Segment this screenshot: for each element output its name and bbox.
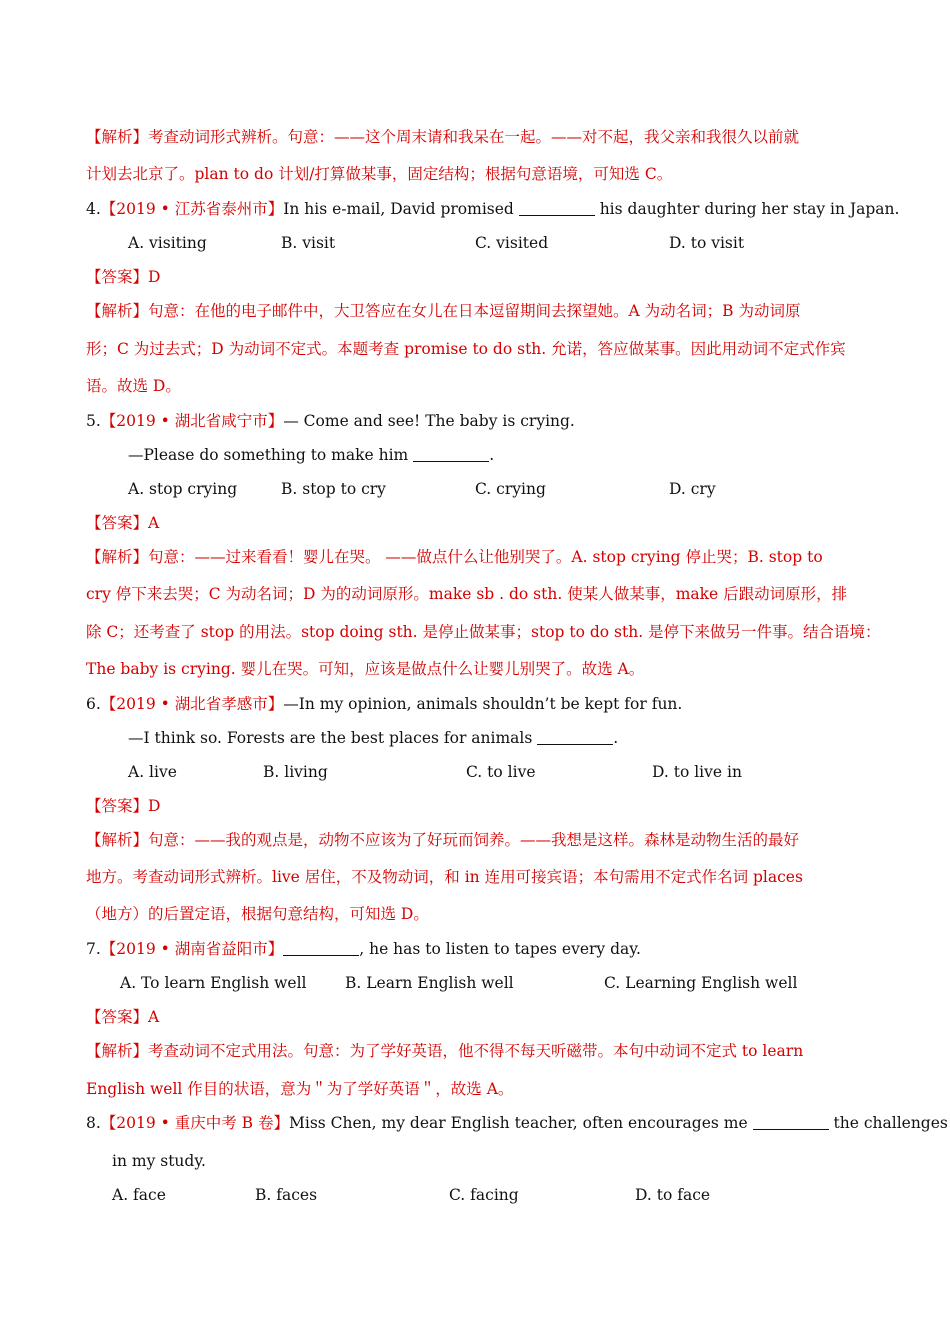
question-5-option-b: B. stop to cry [281, 480, 386, 498]
question-5-stem-line-2-before: —Please do something to make him [128, 446, 409, 464]
question-5-stem-line-1: — Come and see! The baby is crying. [283, 412, 575, 430]
question-8-option-b: B. faces [255, 1186, 318, 1204]
question-5-analysis-line-3: 除 C；还考查了 stop 的用法。stop doing sth. 是停止做某事；stop to do sth. 是停下来做另一件事。结合语境： [86, 623, 881, 641]
question-5-analysis-line-4: The baby is crying. 婴儿在哭。可知，应该是做点什么让婴儿别哭了。故选 A。 [86, 660, 645, 678]
intro-analysis-line-2: 计划去北京了。plan to do 计划/打算做某事，固定结构；根据句意语境，可知选 C。 [86, 165, 673, 183]
question-7-option-c: C. Learning English well [604, 974, 798, 992]
question-6-stem [86, 693, 682, 715]
question-6-answer: 【答案】D [86, 797, 161, 815]
question-7-blank [283, 939, 359, 956]
question-7-stem [86, 938, 641, 960]
question-5-analysis-line-1: 【解析】句意：——过来看看！婴儿在哭。 ——做点什么让他别哭了。A. stop crying 停止哭；B. stop to [86, 548, 823, 566]
question-5-answer: 【答案】A [86, 514, 160, 532]
question-5-stem-line-2 [128, 444, 494, 466]
question-5-number: 5. [86, 412, 101, 430]
question-8-option-d: D. to face [635, 1186, 711, 1204]
question-6-stem-line-2 [128, 727, 618, 749]
question-6-stem-line-1: —In my opinion, animals shouldn’t be kept for fun. [283, 695, 683, 713]
question-8-stem-before: Miss Chen, my dear English teacher, often encourages me [289, 1114, 748, 1132]
question-7-source: 【2019 • 湖南省益阳市】 [100, 940, 284, 958]
question-8-option-c: C. facing [449, 1186, 519, 1204]
question-4-option-d: D. to visit [669, 234, 745, 252]
question-6-stem-line-2-after: . [613, 729, 619, 747]
question-4-answer: 【答案】D [86, 268, 161, 286]
question-4-stem-before: In his e-mail, David promised [283, 200, 514, 218]
question-6-analysis-line-3: （地方）的后置定语，根据句意结构，可知选 D。 [86, 905, 429, 923]
question-6-option-c: C. to live [466, 763, 536, 781]
question-4-option-c: C. visited [475, 234, 549, 252]
question-8-source: 【2019 • 重庆中考 B 卷】 [100, 1114, 289, 1132]
question-6-analysis-line-2: 地方。考查动词形式辨析。live 居住，不及物动词，和 in 连用可接宾语；本句需用不定式作名词 places [86, 868, 803, 886]
question-6-number: 6. [86, 695, 101, 713]
question-7-number: 7. [86, 940, 101, 958]
question-5-stem-line-2-after: . [489, 446, 495, 464]
question-4-stem-after: his daughter during her stay in Japan. [599, 200, 900, 218]
question-4-option-a: A. visiting [128, 234, 207, 252]
question-6-option-d: D. to live in [652, 763, 742, 781]
question-5-option-c: C. crying [475, 480, 546, 498]
question-5-source: 【2019 • 湖北省咸宁市】 [100, 412, 284, 430]
question-6-source: 【2019 • 湖北省孝感市】 [100, 695, 284, 713]
question-8-stem-line-2: in my study. [112, 1152, 206, 1170]
question-4-source: 【2019 • 江苏省泰州市】 [100, 200, 284, 218]
question-7-analysis-line-2: English well 作目的状语，意为＂为了学好英语＂，故选 A。 [86, 1080, 514, 1098]
question-6-stem-line-2-before: —I think so. Forests are the best places for animals [128, 729, 533, 747]
question-8-stem-after: the challenges [833, 1114, 948, 1132]
question-8-option-a: A. face [112, 1186, 166, 1204]
question-4-analysis-line-2: 形；C 为过去式；D 为动词不定式。本题考查 promise to do sth. 允诺，答应做某事。因此用动词不定式作宾 [86, 340, 846, 358]
question-6-blank [537, 728, 613, 745]
question-8-number: 8. [86, 1114, 101, 1132]
question-7-stem-after: , he has to listen to tapes every day. [359, 940, 641, 958]
intro-analysis-line-1: 【解析】考查动词形式辨析。句意：——这个周末请和我呆在一起。——对不起，我父亲和我很久以前就 [86, 128, 800, 146]
question-6-analysis-line-1: 【解析】句意：——我的观点是，动物不应该为了好玩而饲养。——我想是这样。森林是动物生活的最好 [86, 831, 800, 849]
question-4-option-b: B. visit [281, 234, 336, 252]
question-4-blank [519, 199, 595, 216]
question-7-option-b: B. Learn English well [345, 974, 514, 992]
question-7-analysis-line-1: 【解析】考查动词不定式用法。句意：为了学好英语，他不得不每天听磁带。本句中动词不定式 to learn [86, 1042, 804, 1060]
question-5-option-a: A. stop crying [128, 480, 238, 498]
question-6-option-b: B. living [263, 763, 328, 781]
question-7-answer: 【答案】A [86, 1008, 160, 1026]
question-5-stem [86, 410, 575, 432]
question-8-blank [753, 1113, 829, 1130]
question-7-option-a: A. To learn English well [120, 974, 307, 992]
question-4-number: 4. [86, 200, 101, 218]
question-4-analysis-line-1: 【解析】句意：在他的电子邮件中，大卫答应在女儿在日本逗留期间去探望她。A 为动名词；B 为动词原 [86, 302, 801, 320]
question-5-blank [413, 445, 489, 462]
question-5-option-d: D. cry [669, 480, 716, 498]
question-4-analysis-line-3: 语。故选 D。 [86, 377, 181, 395]
question-4-stem [86, 198, 899, 220]
question-5-analysis-line-2: cry 停下来去哭；C 为动名词；D 为的动词原形。make sb . do sth. 使某人做某事，make 后跟动词原形，排 [86, 585, 848, 603]
question-6-option-a: A. live [128, 763, 177, 781]
question-8-stem [86, 1112, 948, 1134]
